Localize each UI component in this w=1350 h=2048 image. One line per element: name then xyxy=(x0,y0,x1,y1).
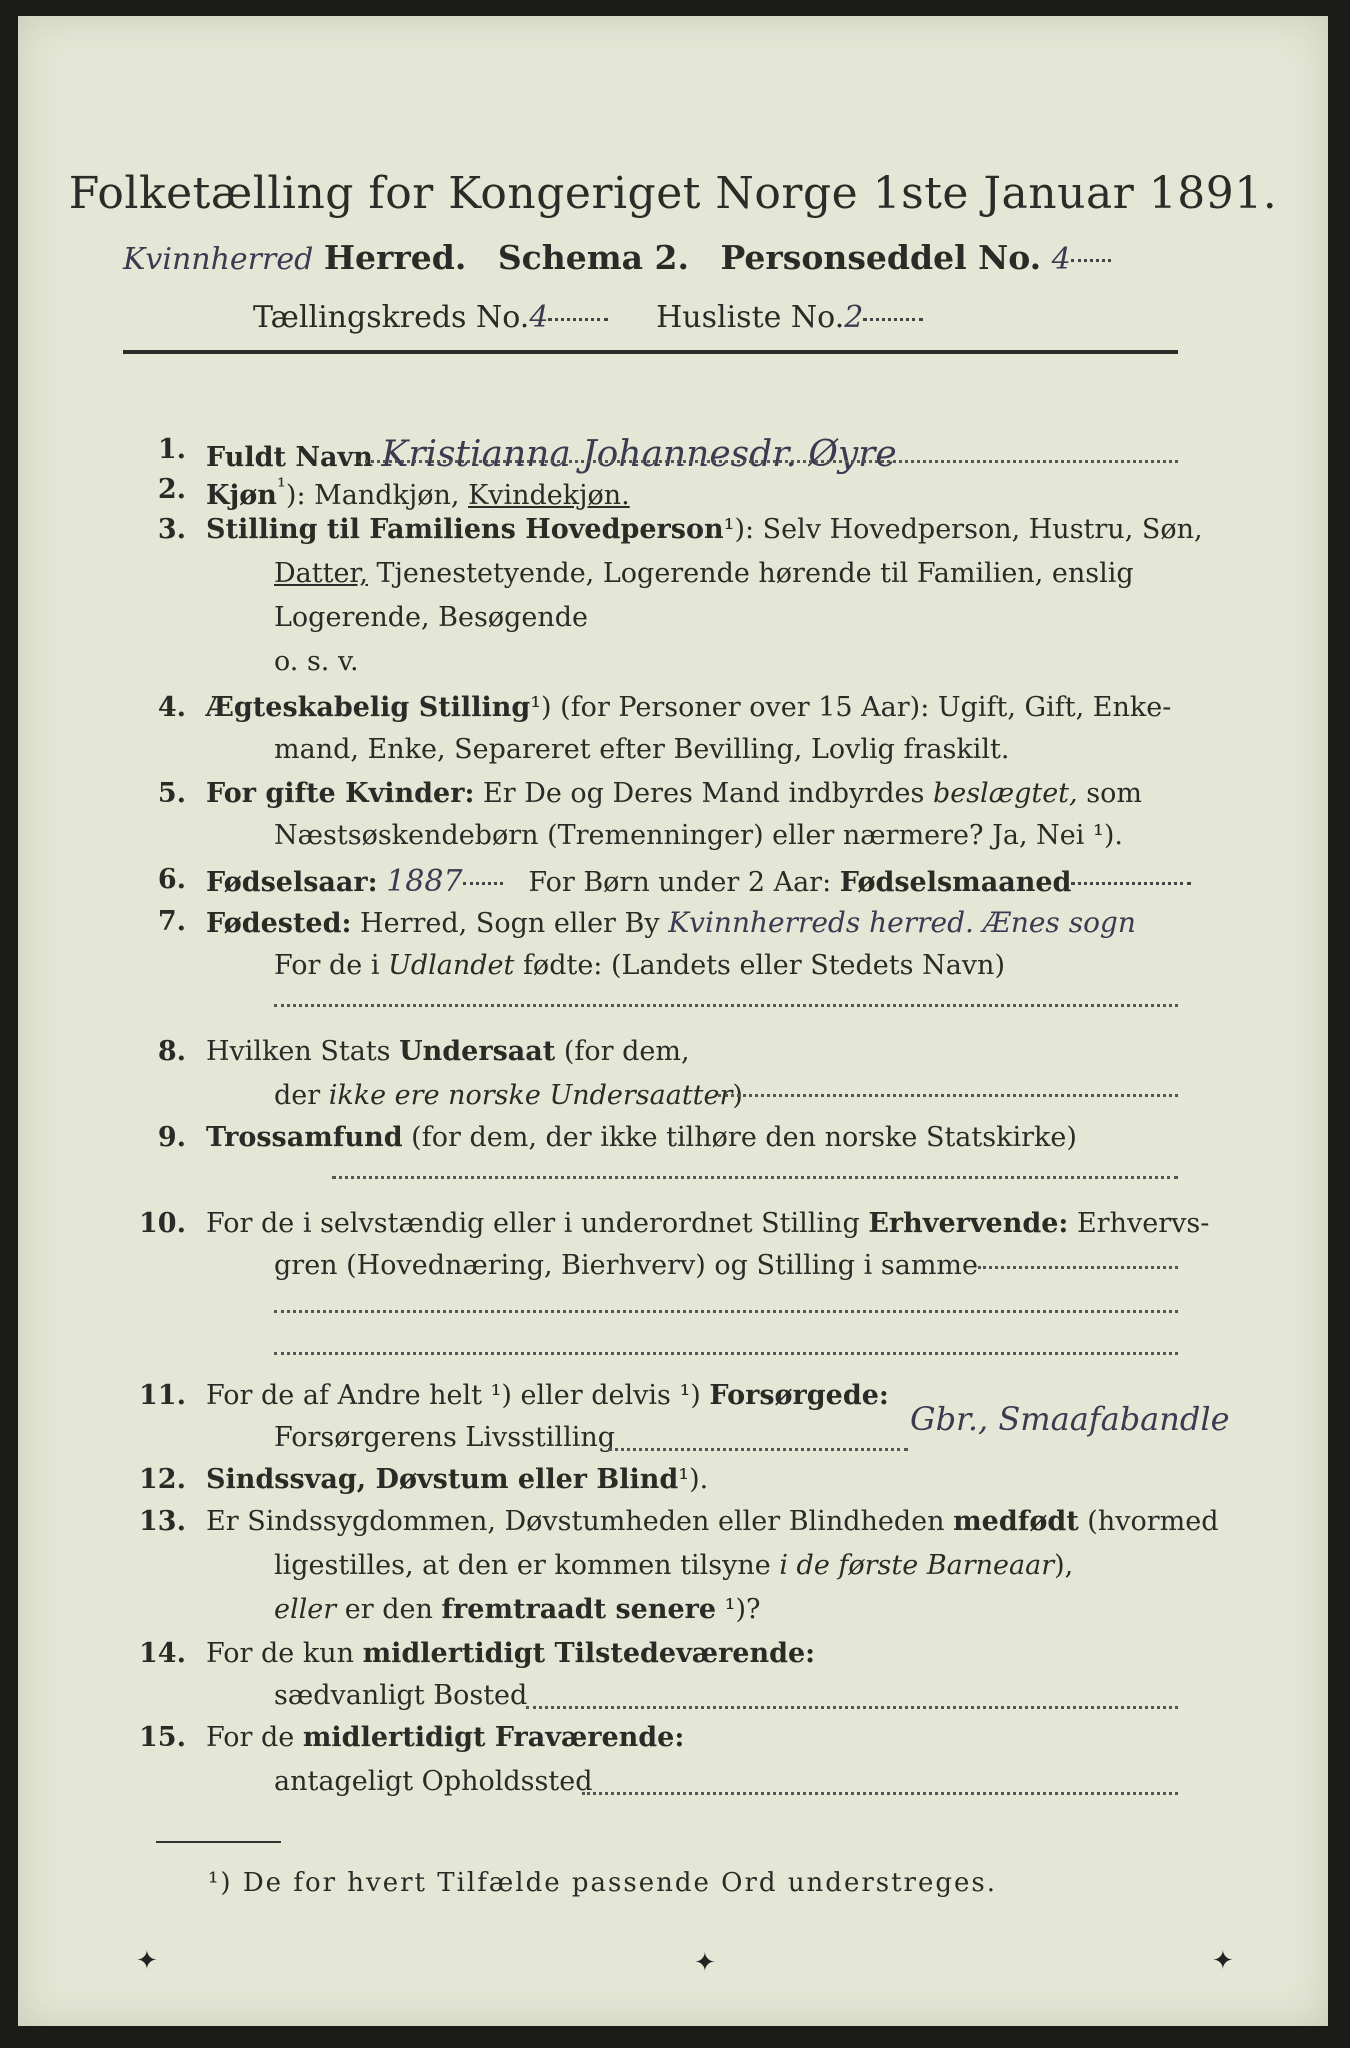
header-line-herred xyxy=(123,238,1111,277)
item-number: 5. xyxy=(157,778,186,809)
schema-label: Schema 2. xyxy=(497,238,689,277)
item-14-line-1 xyxy=(206,1638,815,1669)
herred-handwritten: Kvinnherred xyxy=(123,242,314,277)
citizenship-question-2: der xyxy=(274,1080,329,1111)
item-13-line-1 xyxy=(206,1506,1219,1537)
birth-year-value[interactable]: 1887 xyxy=(386,864,463,899)
disability-footnote: ¹). xyxy=(678,1464,709,1495)
later-label: fremtraadt senere xyxy=(441,1594,717,1625)
item-number: 11. xyxy=(139,1380,186,1411)
married-women-label: For gifte Kvinder: xyxy=(206,778,475,809)
item-number: 3. xyxy=(157,514,186,545)
registration-mark-icon: ✦ xyxy=(1212,1946,1234,1976)
citizenship-label: Undersaat xyxy=(399,1036,556,1067)
probable-residence-line[interactable] xyxy=(582,1792,1178,1795)
item-8-line-1 xyxy=(206,1036,690,1067)
occupation-question: For de i selvstændig eller i underordnet Stilling xyxy=(206,1208,869,1239)
item-13-line-3-text xyxy=(274,1594,760,1625)
footnote-ref: ¹ xyxy=(276,474,286,500)
sex-selected-option[interactable]: Kvindekjøn. xyxy=(468,480,630,511)
item-6-text xyxy=(206,864,1191,899)
item-3-line-1 xyxy=(206,514,1203,545)
congenital-question-2: ligestilles, at den er kommen tilsyne xyxy=(274,1550,780,1581)
item-number: 7. xyxy=(157,906,186,937)
occupation-question-end: Erhvervs- xyxy=(1068,1208,1210,1239)
birthplace-question: Herred, Sogn eller By xyxy=(351,908,660,939)
married-women-question-2: Næstsøskendebørn (Tremenninger) eller nærmere? Ja, Nei ¹). xyxy=(274,820,1123,851)
provider-occupation-value[interactable]: Gbr., Smaafabandle xyxy=(910,1400,1230,1438)
item-4-line-1 xyxy=(206,692,1171,723)
supported-label: Forsørgede: xyxy=(709,1380,889,1411)
family-position-options-2: Tjenestetyende, Logerende hørende til Familien, enslig xyxy=(367,558,1134,589)
item-number: 2. xyxy=(157,474,186,505)
item-8-line-2-text xyxy=(274,1080,743,1111)
provider-occupation-line xyxy=(608,1448,908,1451)
item-13-line-2-text xyxy=(274,1550,1073,1581)
temporary-present-question: For de kun xyxy=(206,1638,363,1669)
married-women-emphasis: beslægtet, xyxy=(932,778,1078,809)
family-position-options-4: o. s. v. xyxy=(274,646,359,677)
census-form-sheet xyxy=(18,16,1328,2026)
supported-question: For de af Andre helt ¹) eller delvis ¹) xyxy=(206,1380,710,1411)
registration-mark-icon: ✦ xyxy=(694,1948,716,1978)
congenital-label: medfødt xyxy=(953,1506,1079,1537)
religion-label: Trossamfund xyxy=(206,1122,403,1153)
item-number: 15. xyxy=(139,1722,186,1753)
later-emphasis: eller xyxy=(274,1594,337,1625)
provider-occupation-label: Forsørgerens Livsstilling xyxy=(274,1422,616,1453)
item-number: 14. xyxy=(139,1638,186,1669)
abroad-answer-line[interactable] xyxy=(274,1004,1178,1007)
temporary-present-label: midlertidigt Tilstedeværende: xyxy=(362,1638,816,1669)
husliste-number: 2 xyxy=(844,300,864,335)
item-number: 12. xyxy=(139,1464,186,1495)
husliste-label: Husliste No. xyxy=(656,300,845,335)
kreds-label: Tællingskreds No. xyxy=(253,300,530,335)
occupation-question-2: gren (Hovednæring, Bierhverv) og Stilling i samme xyxy=(274,1250,979,1281)
marital-status-options: ¹) (for Personer over 15 Aar): Ugift, Gift, Enke- xyxy=(530,692,1172,723)
religion-question: (for dem, der ikke tilhøre den norske Statskirke) xyxy=(402,1122,1077,1153)
abroad-question: For de i xyxy=(274,950,389,981)
header-divider xyxy=(123,350,1178,354)
family-position-options: ¹): Selv Hovedperson, Hustru, Søn, xyxy=(723,514,1203,545)
married-women-question: Er De og Deres Mand indbyrdes xyxy=(474,778,933,809)
footnote: ¹) De for hvert Tilfælde passende Ord understreges. xyxy=(208,1868,998,1898)
footnote-divider xyxy=(156,1841,281,1843)
form-title: Folketælling for Kongeriget Norge 1ste Januar 1891. xyxy=(68,168,1278,219)
occupation-answer-line-2[interactable] xyxy=(274,1310,1178,1313)
birth-month-label: Fødselsmaaned xyxy=(839,867,1072,898)
item-9-text xyxy=(206,1122,1077,1153)
disability-label: Sindssvag, Døvstum eller Blind xyxy=(206,1464,679,1495)
item-number: 8. xyxy=(157,1036,186,1067)
usual-residence-line[interactable] xyxy=(526,1706,1178,1709)
sex-options: ): Mandkjøn, xyxy=(285,480,469,511)
occupation-answer-line-1[interactable] xyxy=(978,1266,1178,1269)
sex-label: Kjøn xyxy=(206,480,277,511)
temporary-absent-label: midlertidigt Fraværende: xyxy=(302,1722,685,1753)
marital-status-label: Ægteskabelig Stilling xyxy=(206,692,531,723)
citizenship-question-2-end: ) xyxy=(732,1080,743,1111)
personseddel-number: 4 xyxy=(1051,242,1071,277)
item-5-line-1 xyxy=(206,778,1142,809)
usual-residence-label: sædvanligt Bosted xyxy=(274,1680,528,1711)
herred-label: Herred. xyxy=(323,238,467,277)
marital-status-options-2: mand, Enke, Separeret efter Bevilling, Lovlig fraskilt. xyxy=(274,734,1010,765)
item-3-line-2-text xyxy=(274,558,1134,589)
family-position-selected[interactable]: Datter, xyxy=(274,558,368,589)
full-name-value[interactable]: Kristianna Johannesdr. Øyre xyxy=(381,434,897,475)
personseddel-label: Personseddel No. xyxy=(720,238,1042,277)
later-question: er den xyxy=(336,1594,442,1625)
birthplace-value[interactable]: Kvinnherreds herred. Ænes sogn xyxy=(668,906,1136,939)
married-women-question-end: som xyxy=(1077,778,1142,809)
item-7-line-1 xyxy=(206,906,1136,939)
temporary-absent-question: For de xyxy=(206,1722,303,1753)
citizenship-answer-line[interactable] xyxy=(718,1094,1178,1097)
item-12-text xyxy=(206,1464,708,1495)
later-question-end: ¹)? xyxy=(716,1594,761,1625)
item-1-text xyxy=(206,434,897,475)
abroad-question-end: fødte: (Landets eller Stedets Navn) xyxy=(514,950,1005,981)
item-number: 9. xyxy=(157,1122,186,1153)
occupation-answer-line-3[interactable] xyxy=(274,1352,1178,1355)
registration-mark-icon: ✦ xyxy=(136,1946,158,1976)
citizenship-question: Hvilken Stats xyxy=(206,1036,400,1067)
item-10-line-1 xyxy=(206,1208,1209,1239)
congenital-question: Er Sindssygdommen, Døvstumheden eller Blindheden xyxy=(206,1506,954,1537)
congenital-question-end: (hvormed xyxy=(1078,1506,1219,1537)
item-7-line-2-text xyxy=(274,950,1005,981)
item-number: 4. xyxy=(157,692,186,723)
occupation-label: Erhvervende: xyxy=(868,1208,1069,1239)
birth-month-question: For Børn under 2 Aar: xyxy=(528,867,840,898)
kreds-number: 4 xyxy=(529,300,549,335)
full-name-label: Fuldt Navn xyxy=(206,442,373,473)
family-position-label: Stilling til Familiens Hovedperson xyxy=(206,514,724,545)
abroad-emphasis: Udlandet xyxy=(388,950,515,981)
probable-residence-label: antageligt Opholdssted xyxy=(274,1766,593,1797)
item-number: 1. xyxy=(157,434,186,465)
full-name-line xyxy=(358,460,1178,463)
congenital-emphasis: i de første Barneaar xyxy=(779,1550,1055,1581)
item-11-line-1 xyxy=(206,1380,889,1411)
citizenship-question-end: (for dem, xyxy=(555,1036,690,1067)
family-position-options-3: Logerende, Besøgende xyxy=(274,602,588,633)
item-number: 10. xyxy=(139,1208,186,1239)
citizenship-emphasis: ikke ere norske Undersaatter xyxy=(328,1080,733,1111)
item-number: 6. xyxy=(157,864,186,895)
item-15-line-1 xyxy=(206,1722,684,1753)
item-number: 13. xyxy=(139,1506,186,1537)
birthplace-label: Fødested: xyxy=(206,908,352,939)
congenital-question-2-end: ), xyxy=(1054,1550,1074,1581)
birth-year-label: Fødselsaar: xyxy=(206,867,378,898)
religion-answer-line[interactable] xyxy=(332,1176,1178,1179)
item-2-text xyxy=(206,474,630,511)
header-line-kreds xyxy=(253,300,923,335)
